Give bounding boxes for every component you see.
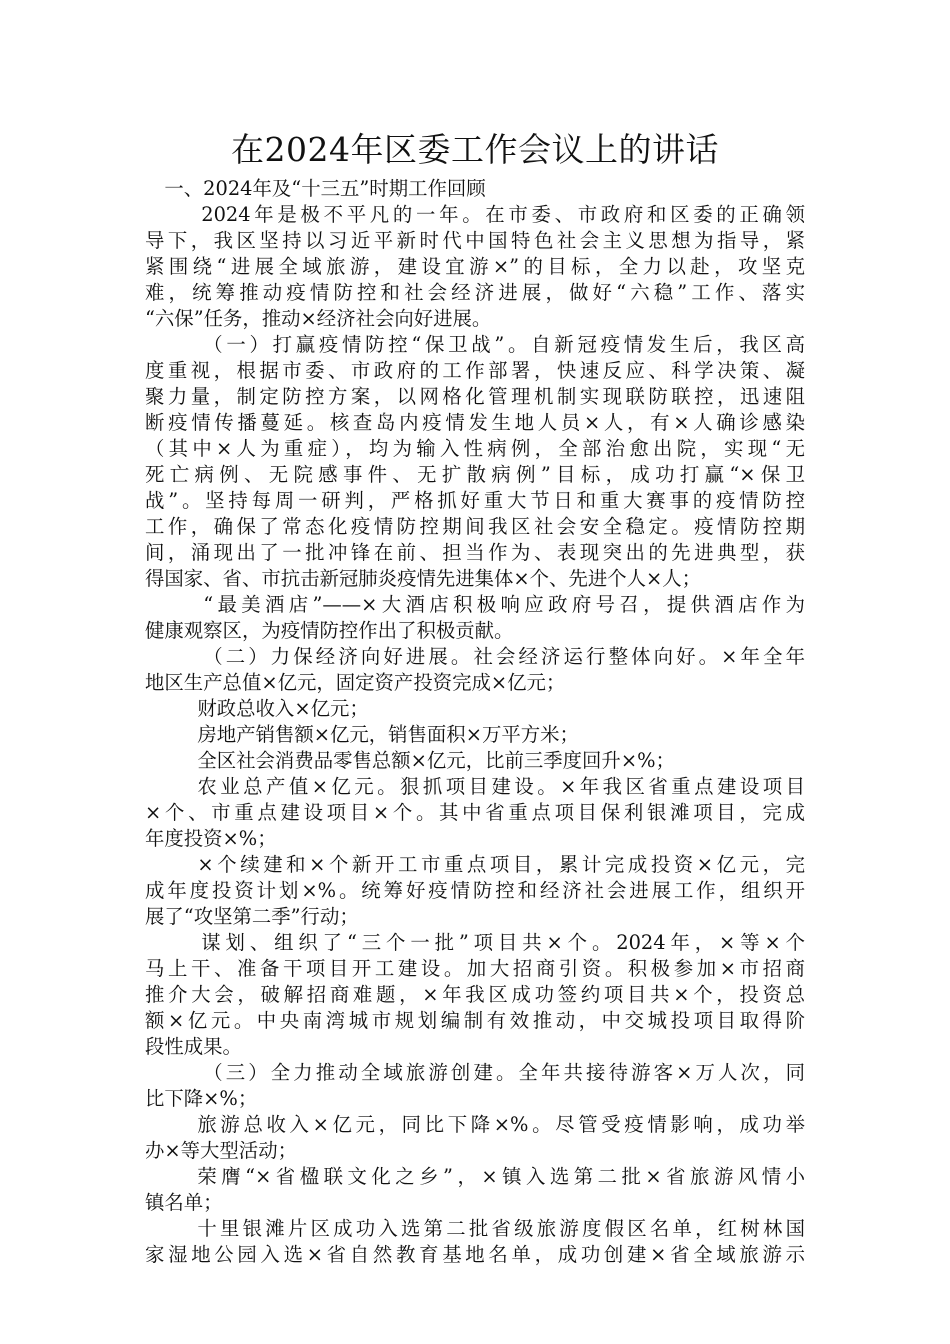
body-text-line: ×个续建和×个新开工市重点项目，累计完成投资×亿元，完 xyxy=(197,853,805,876)
body-text-line: 办×等大型活动； xyxy=(145,1139,297,1162)
body-text-line: 成年度投资计划×%。统筹好疫情防控和经济社会进展工作，组织开 xyxy=(145,879,805,902)
body-text-line: 紧围绕“进展全域旅游，建设宜游×”的目标，全力以赴，攻坚克 xyxy=(145,255,805,278)
body-text-line: 家湿地公园入选×省自然教育基地名单，成功创建×省全域旅游示 xyxy=(145,1243,805,1266)
body-text-line: （二）力保经济向好进展。社会经济运行整体向好。×年全年 xyxy=(203,645,805,668)
body-text-line: 死亡病例、无院感事件、无扩散病例”目标，成功打赢“×保卫 xyxy=(145,463,805,486)
body-text-line: 度重视，根据市委、市政府的工作部署，快速反应、科学决策、凝 xyxy=(145,359,805,382)
body-text-line: 展了“攻坚第二季”行动； xyxy=(145,905,359,928)
body-text-line: 额×亿元。中央南湾城市规划编制有效推动，中交城投项目取得阶 xyxy=(145,1009,805,1032)
body-text-line: 导下，我区坚持以习近平新时代中国特色社会主义思想为指导，紧 xyxy=(145,229,805,252)
body-text-line: 农业总产值×亿元。狠抓项目建设。×年我区省重点建设项目 xyxy=(197,775,805,798)
body-text-line: 得国家、省、市抗击新冠肺炎疫情先进集体×个、先进个人×人； xyxy=(145,567,702,590)
body-text-line: （一）打赢疫情防控“保卫战”。自新冠疫情发生后，我区高 xyxy=(203,333,805,356)
body-text-line: 比下降×%； xyxy=(145,1087,258,1110)
body-text-line: （其中×人为重症），均为输入性病例，全部治愈出院，实现“无 xyxy=(145,437,805,460)
body-text-line: 健康观察区，为疫情防控作出了积极贡献。 xyxy=(145,619,514,642)
body-text-line: （三）全力推动全域旅游创建。全年共接待游客×万人次，同 xyxy=(203,1061,805,1084)
body-text-line: 年度投资×%； xyxy=(145,827,277,850)
body-text-line: 十里银滩片区成功入选第二批省级旅游度假区名单，红树林国 xyxy=(197,1217,805,1240)
body-text-line: 断疫情传播蔓延。核查岛内疫情发生地人员×人，有×人确诊感染 xyxy=(145,411,805,434)
body-text-line: ×个、市重点建设项目×个。其中省重点项目保利银滩项目，完成 xyxy=(145,801,805,824)
body-text-line: 间，涌现出了一批冲锋在前、担当作为、表现突出的先进典型，获 xyxy=(145,541,805,564)
body-text-line: 镇名单； xyxy=(145,1191,223,1214)
body-text-line: 全区社会消费品零售总额×亿元，比前三季度回升×%； xyxy=(197,749,675,772)
body-text-line: 工作，确保了常态化疫情防控期间我区社会安全稳定。疫情防控期 xyxy=(145,515,805,538)
body-text-line: 财政总收入×亿元； xyxy=(197,697,369,720)
body-text-line: 聚力量，制定防控方案，以网格化管理机制实现联防联控，迅速阻 xyxy=(145,385,805,408)
body-text-line: 推介大会，破解招商难题，×年我区成功签约项目共×个，投资总 xyxy=(145,983,805,1006)
body-text-line: 2024年是极不平凡的一年。在市委、市政府和区委的正确领 xyxy=(201,203,805,226)
body-text-line: 旅游总收入×亿元，同比下降×%。尽管受疫情影响，成功举 xyxy=(197,1113,805,1136)
body-text-line: 地区生产总值×亿元，固定资产投资完成×亿元； xyxy=(145,671,566,694)
body-text-line: 谋划、组织了“三个一批”项目共×个。2024年，×等×个 xyxy=(201,931,805,954)
body-text-line: 战”。坚持每周一研判，严格抓好重大节日和重大赛事的疫情防控 xyxy=(145,489,805,512)
body-text-line: 荣膺“×省楹联文化之乡”，×镇入选第二批×省旅游风情小 xyxy=(197,1165,805,1188)
body-text-line: “六保”任务，推动×经济社会向好进展。 xyxy=(145,307,492,330)
body-text-line: 马上干、准备干项目开工建设。加大招商引资。积极参加×市招商 xyxy=(145,957,805,980)
document-title: 在2024年区委工作会议上的讲话 xyxy=(231,130,719,169)
section-heading: 一、2024年及“十三五”时期工作回顾 xyxy=(164,177,486,200)
body-text-line: 房地产销售额×亿元，销售面积×万平方米； xyxy=(197,723,579,746)
document-body xyxy=(145,176,805,1268)
body-text-line: “最美酒店”——×大酒店积极响应政府号召，提供酒店作为 xyxy=(203,593,805,616)
body-text-line: 段性成果。 xyxy=(145,1035,242,1058)
body-text-line: 难，统筹推动疫情防控和社会经济进展，做好“六稳”工作、落实 xyxy=(145,281,805,304)
